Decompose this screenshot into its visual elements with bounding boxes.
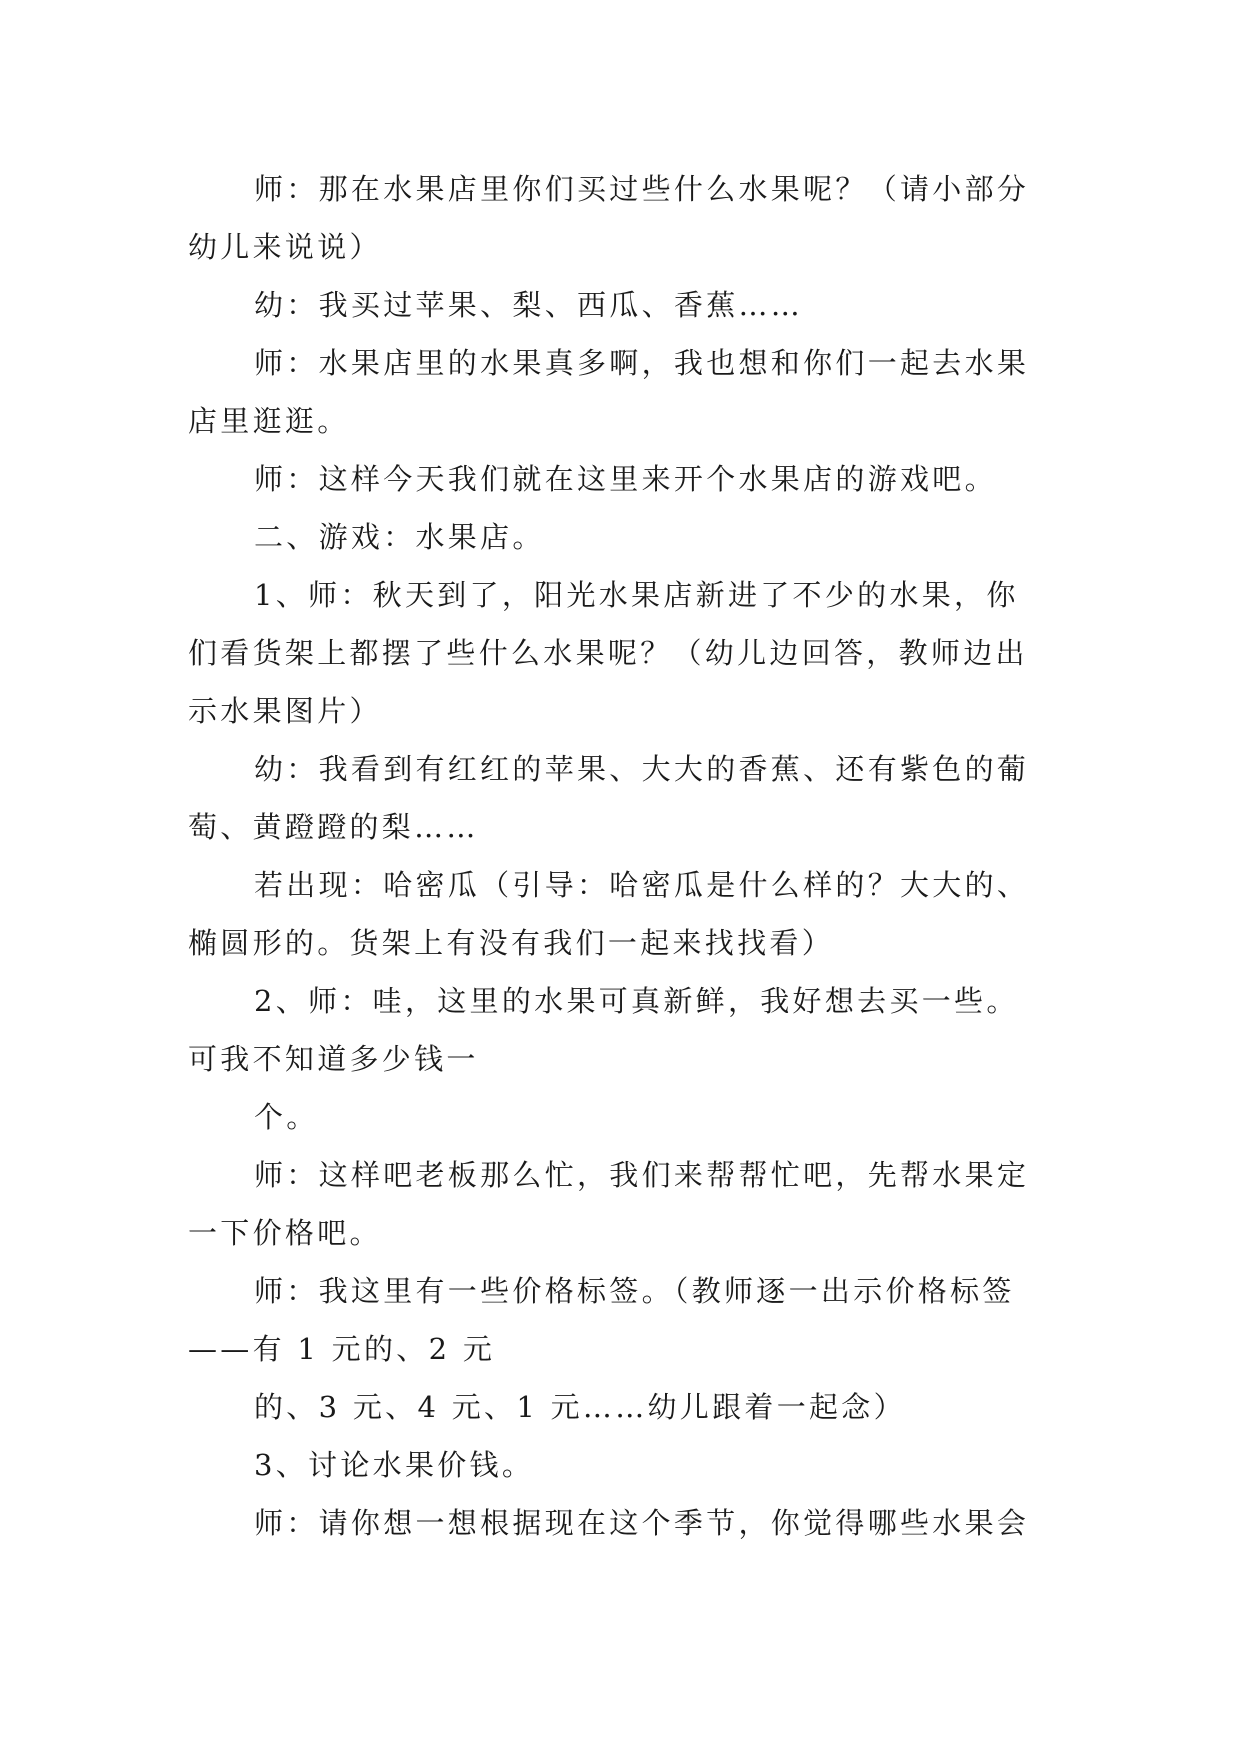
paragraph-line: 们看货架上都摆了些什么水果呢？（幼儿边回答，教师边出 [188, 636, 1028, 670]
section-heading: 二、游戏：水果店。 [254, 520, 545, 554]
section-heading: 3、讨论水果价钱。 [254, 1448, 535, 1482]
paragraph-line: 2、师：哇，这里的水果可真新鲜，我好想去买一些。 [254, 984, 1019, 1018]
paragraph-line: 师：这样吧老板那么忙，我们来帮帮忙吧，先帮水果定 [254, 1158, 1030, 1192]
paragraph-line: 一下价格吧。 [188, 1216, 382, 1250]
paragraph-line: 幼：我买过苹果、梨、西瓜、香蕉…… [254, 288, 804, 322]
paragraph-line: 师：我这里有一些价格标签。（教师逐一出示价格标签 [254, 1274, 1015, 1308]
paragraph-line: 师：这样今天我们就在这里来开个水果店的游戏吧。 [254, 462, 997, 496]
paragraph-line: 幼儿来说说） [188, 230, 382, 264]
paragraph-line: 师：请你想一想根据现在这个季节，你觉得哪些水果会 [254, 1506, 1030, 1540]
paragraph-line: 示水果图片） [188, 694, 382, 728]
paragraph-line: 若出现：哈密瓜（引导：哈密瓜是什么样的？大大的、 [254, 868, 1030, 902]
paragraph-line: 椭圆形的。货架上有没有我们一起来找找看） [188, 926, 835, 960]
body-text [188, 160, 1058, 1552]
paragraph-line: 师：那在水果店里你们买过些什么水果呢？（请小部分 [254, 172, 1030, 206]
paragraph-line: 个。 [254, 1100, 319, 1134]
paragraph-line: 可我不知道多少钱一 [188, 1042, 479, 1076]
paragraph-line: 师：水果店里的水果真多啊，我也想和你们一起去水果 [254, 346, 1030, 380]
paragraph-line: 店里逛逛。 [188, 404, 350, 438]
paragraph-line: ——有 1 元的、2 元 [188, 1332, 496, 1366]
paragraph-line: 萄、黄蹬蹬的梨…… [188, 810, 479, 844]
paragraph-line: 幼：我看到有红红的苹果、大大的香蕉、还有紫色的葡 [254, 752, 1030, 786]
paragraph-line: 的、3 元、4 元、1 元……幼儿跟着一起念） [254, 1390, 906, 1424]
paragraph-line: 1、师：秋天到了，阳光水果店新进了不少的水果，你 [254, 578, 1019, 612]
